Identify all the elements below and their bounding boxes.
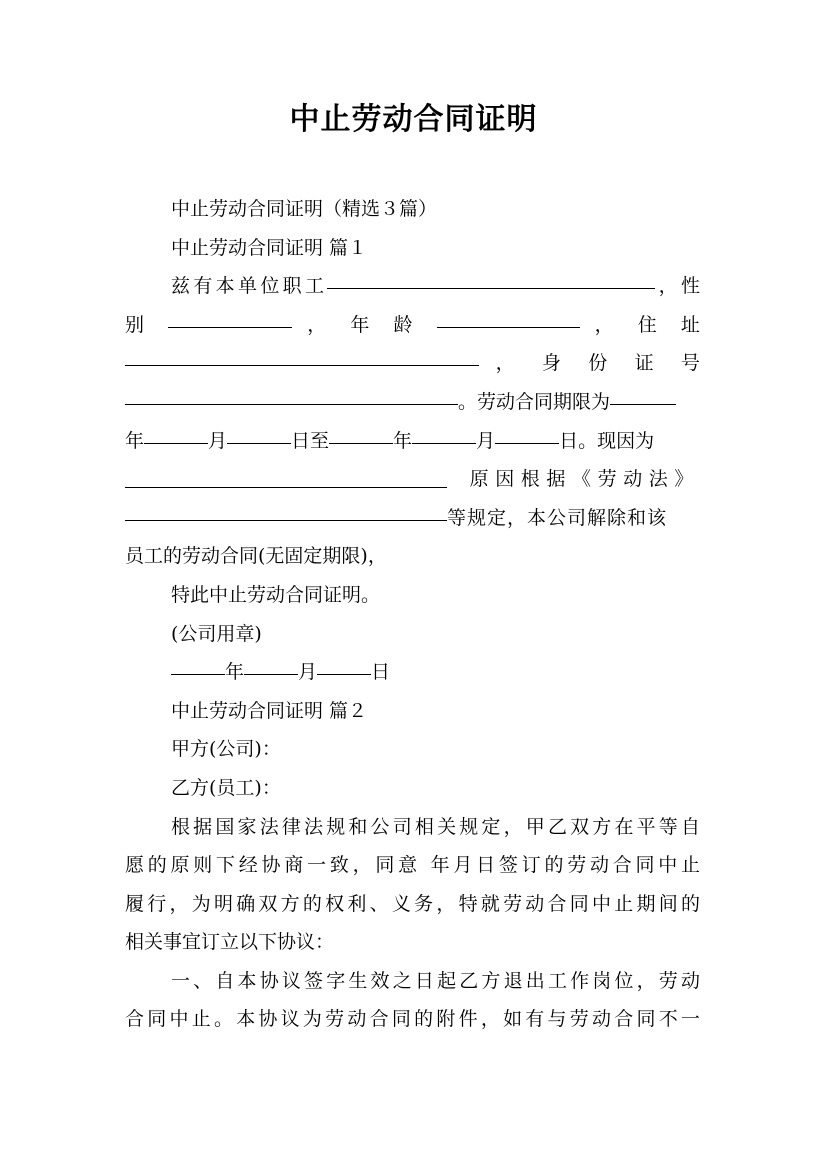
part1-line-employee [125,267,700,306]
blank-date [329,442,393,444]
blank-address [125,364,479,366]
text-segment: 证 [634,352,665,375]
part2-para2-line: 一、自本协议签字生效之日起乙方退出工作岗位，劳动 [171,969,700,992]
part2-para1-line: 愿的原则下经协商一致，同意 年月日签订的劳动合同中止 [125,854,700,877]
part1-line-dates [125,422,700,461]
text-segment: ， [495,352,526,375]
blank-age [437,326,580,328]
part2-para1-line: 根据国家法律法规和公司相关规定，甲乙双方在平等自 [171,815,700,838]
blank-date [227,442,291,444]
blank-gender [168,326,292,328]
part2-para1-line: 相关事宜订立以下协议： [125,931,335,954]
text-segment: 。劳动合同期限为 [458,390,611,413]
text-segment: 住 [637,313,666,336]
part1-heading: 中止劳动合同证明 篇１ [171,236,368,259]
text-segment: 日 [371,661,391,684]
part1-line-certify: 特此中止劳动合同证明。 [171,583,381,606]
blank-date [412,442,476,444]
blank-month [244,673,298,675]
text-segment: 月 [208,429,228,452]
text-segment: 日。现因为 [559,429,655,452]
document-title: 中止劳动合同证明 [289,102,538,137]
text-segment: 年 [125,429,145,452]
text-segment: 年 [393,429,413,452]
part1-line-reason [125,460,700,499]
text-segment: 原因根据《劳动法》 [469,468,700,491]
text-segment: 日至 [291,429,330,452]
text-segment: 号 [680,352,700,375]
blank-regulation [125,519,447,521]
party-b-line: 乙方(员工)： [171,776,281,799]
part1-line-contract: 员工的劳动合同(无固定期限)， [125,545,387,568]
text-segment: 月 [298,661,318,684]
blank-reason [125,486,447,488]
part2-heading: 中止劳动合同证明 篇２ [171,699,368,722]
part1-date-line [125,653,700,692]
text-segment: 别 [125,313,154,336]
text-segment: 年 [225,661,245,684]
part1-line-id-term [125,383,700,422]
blank-date [495,442,559,444]
part1-line-regulation [125,499,700,538]
blank-name [327,287,655,289]
text-segment: ， [307,313,336,336]
text-segment: ， [594,313,623,336]
text-segment: 份 [588,352,618,375]
text-segment: ，性 [655,275,700,298]
part2-para2-line: 合同中止。本协议为劳动合同的附件，如有与劳动合同不一 [125,1008,700,1031]
text-segment: 址 [680,313,700,336]
party-a-line: 甲方(公司)： [171,738,281,761]
document-body [125,190,700,1039]
text-segment: 龄 [393,313,422,336]
text-segment: 等规定，本公司解除和该 [447,506,668,529]
part2-para1-line: 履行，为明确双方的权利、义务，特就劳动合同中止期间的 [125,892,700,915]
text-segment: 月 [476,429,496,452]
text-segment: 年 [350,313,379,336]
blank-id-number [125,403,458,405]
part1-line-gender-age [125,306,700,345]
text-segment: 兹有本单位职工 [171,275,328,298]
part1-line-seal: (公司用章) [171,622,262,645]
blank-term [610,403,676,405]
text-segment: 身 [541,352,572,375]
part1-line-address-id [125,344,700,383]
blank-year [171,673,225,675]
blank-day [317,673,371,675]
blank-date [144,442,208,444]
intro-line: 中止劳动合同证明（精选３篇） [171,198,438,220]
